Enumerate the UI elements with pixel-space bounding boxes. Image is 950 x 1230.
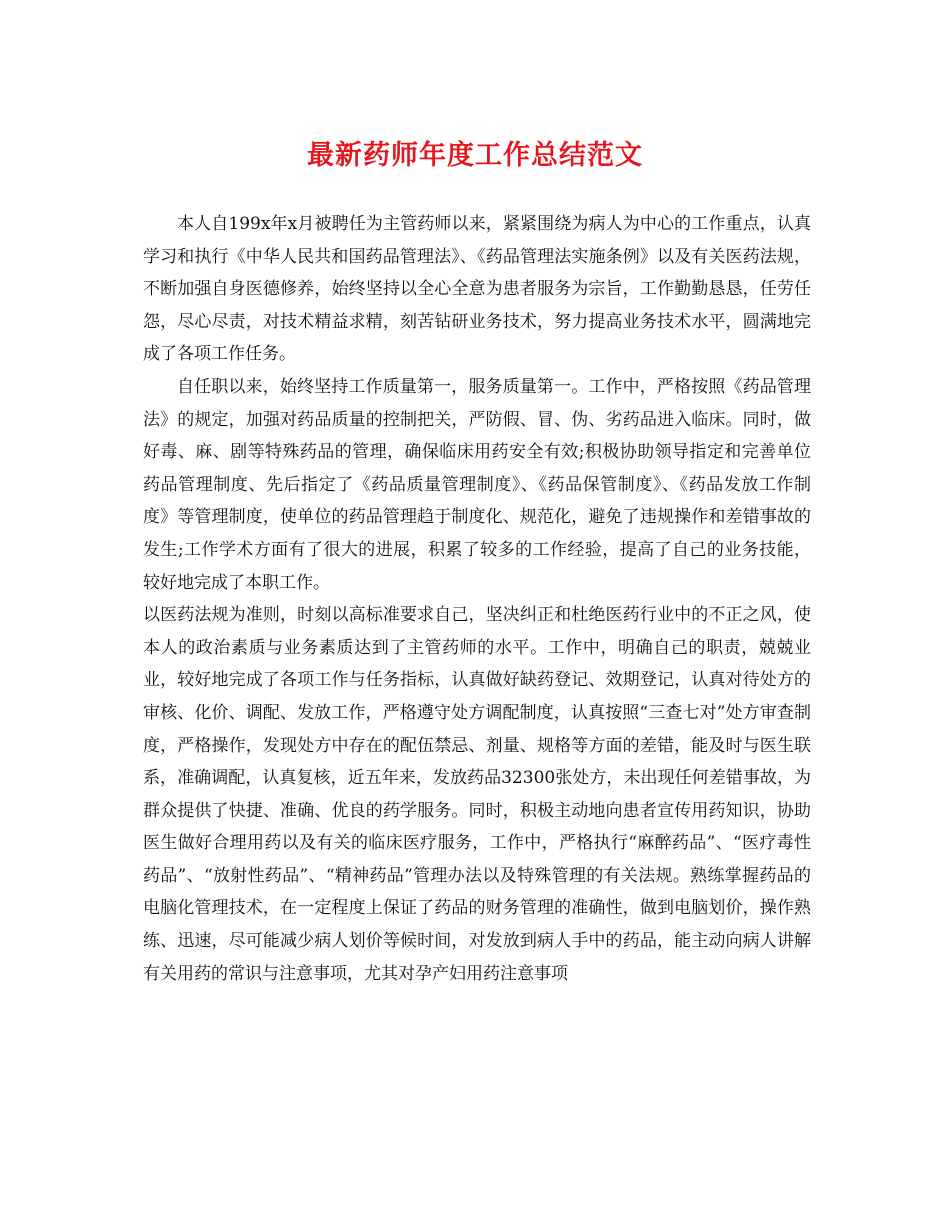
paragraph-2: 自任职以来，始终坚持工作质量第一，服务质量第一。工作中，严格按照《药品管理法》的规定，加强对药品质量的控制把关，严防假、冒、伪、劣药品进入临床。同时，做好毒、麻、剧等特殊药品的管理，确保临床用药安全有效;积极协助领导指定和完善单位药品管理制度、先后指定了《药品质量管理制度》、《药品保管制度》、《药品发放工作制度》等管理制度，使单位的药品管理趋于制度化、规范化，避免了违规操作和差错事故的发生;工作学术方面有了很大的进展，积累了较多的工作经验，提高了自己的业务技能，较好地完成了本职工作。 — [143, 376, 811, 593]
document-title: 最新药师年度工作总结范文 — [307, 140, 643, 171]
document-body — [143, 208, 811, 990]
paragraph-1: 本人自199x年x月被聘任为主管药师以来，紧紧围绕为病人为中心的工作重点，认真学习和执行《中华人民共和国药品管理法》、《药品管理法实施条例》以及有关医药法规，不断加强自身医德修养，始终坚持以全心全意为患者服务为宗旨，工作勤勤恳恳，任劳任怨，尽心尽责，对技术精益求精，刻苦钻研业务技术，努力提高业务技术水平，圆满地完成了各项工作任务。 — [143, 214, 811, 365]
paragraph-3: 以医药法规为准则，时刻以高标准要求自己，坚决纠正和杜绝医药行业中的不正之风，使本人的政治素质与业务素质达到了主管药师的水平。工作中，明确自己的职责，兢兢业业，较好地完成了各项工作与任务指标，认真做好缺药登记、效期登记，认真对待处方的审核、化价、调配、发放工作，严格遵守处方调配制度，认真按照“三查七对”处方审查制度，严格操作，发现处方中存在的配伍禁忌、剂量、规格等方面的差错，能及时与医生联系，准确调配，认真复核，近五年来，发放药品32300张处方，未出现任何差错事故，为群众提供了快捷、准确、优良的药学服务。同时，积极主动地向患者宣传用药知识，协助医生做好合理用药以及有关的临床医疗服务，工作中，严格执行“麻醉药品”、“医疗毒性药品”、“放射性药品”、“精神药品”管理办法以及特殊管理的有关法规。熟练掌握药品的电脑化管理技术，在一定程度上保证了药品的财务管理的准确性，做到电脑划价，操作熟练、迅速，尽可能减少病人划价等候时间，对发放到病人手中的药品，能主动向病人讲解有关用药的常识与注意事项，尤其对孕产妇用药注意事项 — [143, 605, 811, 984]
